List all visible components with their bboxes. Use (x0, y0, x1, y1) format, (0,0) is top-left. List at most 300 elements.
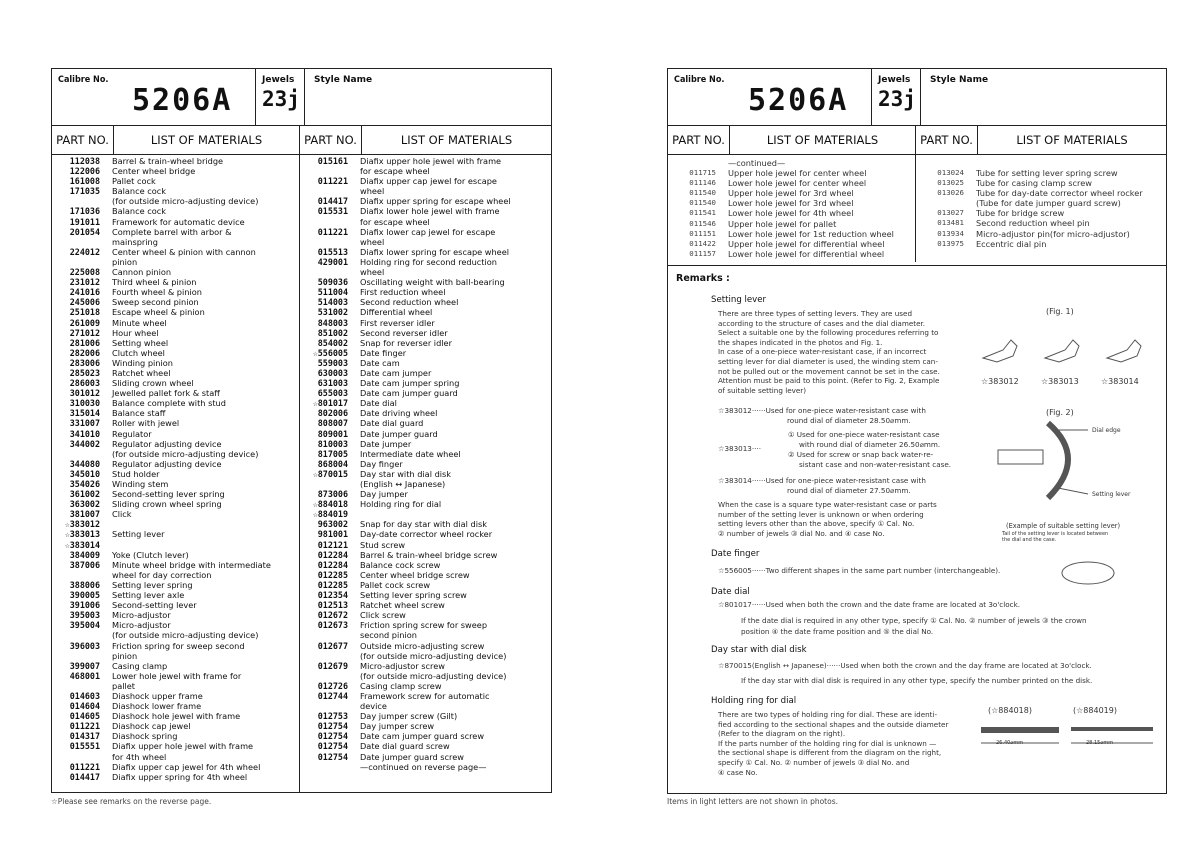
part-number: ☆884018 (312, 499, 348, 510)
part-number: 012754 (317, 751, 348, 762)
example-note: the dial and the case. (1002, 537, 1057, 543)
part-name: wheel (360, 236, 385, 247)
part-number: 014317 (69, 731, 100, 742)
part-row (52, 176, 299, 186)
part-name: Yoke (Clutch lever) (112, 549, 189, 560)
part-row (300, 681, 551, 691)
part-row (300, 378, 551, 388)
part-number: 873006 (317, 489, 348, 500)
remarks-title: Remarks : (676, 273, 730, 284)
part-name: Date jumper guard (360, 428, 438, 439)
part-row (52, 429, 299, 439)
part-name: Setting lever spring (112, 579, 193, 590)
part-row (300, 348, 551, 358)
part-number: 331007 (69, 418, 100, 429)
part-name: second pinion (360, 630, 417, 641)
part-number: 271012 (69, 327, 100, 338)
ring-section (981, 727, 1059, 733)
part-row (668, 219, 915, 229)
part-number: 012285 (317, 579, 348, 590)
part-name: (for outside micro-adjusting device) (360, 650, 507, 661)
style-name-label: Style Name (930, 75, 989, 85)
date-finger-shape (1062, 562, 1114, 584)
part-name: Micro-adjustor screw (360, 660, 445, 671)
part-number (52, 752, 106, 762)
part-number: 013026 (937, 188, 964, 198)
part-number (300, 166, 354, 176)
part-number: 848003 (317, 317, 348, 328)
part-name: Differential wheel (360, 307, 433, 318)
date-dial-text-3: position ④ the date frame position and ⑤ the dial No. (741, 627, 934, 636)
lever-383014-text-2: round dial of diameter 27.50⌀mm. (787, 486, 911, 495)
text-line: There are three types of setting levers. They are used (718, 309, 913, 318)
part-number: 011146 (689, 178, 716, 188)
part-name: Diafix upper spring for escape wheel (360, 196, 511, 207)
part-name: Diafix upper cap jewel for 4th wheel (112, 761, 261, 772)
part-name: Micro-adjustor (112, 620, 171, 631)
style-name-label: Style Name (314, 75, 373, 85)
part-number: 012726 (317, 680, 348, 691)
part-number: 387006 (69, 559, 100, 570)
part-row (52, 479, 299, 489)
part-row (300, 459, 551, 469)
right-page (667, 68, 1167, 794)
part-number: 011151 (689, 228, 716, 238)
jewels-label: Jewels (262, 75, 295, 85)
part-number (300, 762, 354, 772)
jewels-count: 23j (262, 87, 300, 111)
part-number: 301012 (69, 388, 100, 399)
part-row (668, 208, 915, 218)
part-name: Diashock spring (112, 731, 178, 742)
part-name: Regulator adjusting device (112, 438, 222, 449)
square-case-text (718, 500, 978, 538)
part-number: 012677 (317, 640, 348, 651)
part-row (52, 741, 299, 751)
part-row (300, 257, 551, 267)
ring-diameter: 26.40⌀mm (996, 740, 1024, 746)
ring-diameter: 28.15⌀mm (1086, 740, 1114, 746)
part-number: 509036 (317, 277, 348, 288)
part-number: 468001 (69, 670, 100, 681)
part-number (52, 630, 106, 640)
part-row (300, 247, 551, 257)
column-headers (52, 126, 551, 155)
part-name: Friction spring screw for sweep (360, 620, 488, 631)
part-number: 013027 (937, 208, 964, 218)
part-number: 241016 (69, 287, 100, 298)
part-row (52, 257, 299, 267)
part-row (52, 348, 299, 358)
holding-ring-text (718, 710, 978, 777)
part-number: 011221 (69, 761, 100, 772)
ring-section (1071, 727, 1153, 731)
col-part-no: PART NO. (300, 126, 362, 154)
left-footnote: ☆Please see remarks on the reverse page. (51, 797, 212, 806)
col-list: LIST OF MATERIALS (730, 126, 916, 154)
part-number: 810003 (317, 438, 348, 449)
part-number: 261009 (69, 317, 100, 328)
part-row (916, 239, 1166, 249)
part-number: 012284 (317, 559, 348, 570)
holding-ring-label: (☆884018) (988, 706, 1032, 715)
part-name: Upper hole jewel for 3rd wheel (728, 188, 854, 199)
lever-383014-text: ☆383014······Used for one-piece water-resistant case with (718, 476, 926, 485)
part-row (300, 499, 551, 509)
jewels-box (871, 69, 921, 125)
part-row (300, 196, 551, 206)
col-list: LIST OF MATERIALS (1016, 133, 1128, 147)
part-number: 981001 (317, 529, 348, 540)
part-row (52, 560, 299, 570)
part-row (52, 408, 299, 418)
part-row (52, 519, 299, 529)
part-number: 868004 (317, 458, 348, 469)
part-row (300, 408, 551, 418)
part-row (668, 229, 915, 239)
part-name: Sliding crown wheel (112, 378, 194, 389)
part-number: 011546 (689, 218, 716, 228)
part-name: Diafix lower cap jewel for escape (360, 226, 496, 237)
part-name: (English ↔ Japanese) (360, 479, 446, 489)
part-row (300, 721, 551, 731)
part-row (300, 641, 551, 651)
part-number: 011221 (317, 176, 348, 187)
part-row (300, 752, 551, 762)
part-number: 391006 (69, 600, 100, 611)
part-name: Center wheel bridge (112, 166, 196, 177)
part-row (52, 307, 299, 317)
parts-column-1 (52, 155, 300, 792)
part-row (300, 338, 551, 348)
part-row (52, 206, 299, 216)
text-line: If the parts number of the holding ring for dial is unknown — (718, 738, 937, 748)
part-row (300, 671, 551, 681)
text-line: the shapes indicated in the photos and Fig. 1. (718, 337, 883, 347)
part-name: Lower hole jewel for center wheel (728, 178, 867, 189)
part-row (52, 237, 299, 247)
text-line: not be pulled out or the movement cannot be set in the case. (718, 366, 940, 376)
part-name: Second reduction wheel pin (976, 218, 1090, 229)
parts-column-2 (300, 155, 551, 792)
part-number: 014417 (317, 196, 348, 207)
calibre-number: 5206A (132, 83, 233, 118)
part-row (52, 358, 299, 368)
part-row (52, 509, 299, 519)
part-number: 013481 (937, 218, 964, 228)
part-number: 381007 (69, 509, 100, 520)
part-name: Jewelled pallet fork & staff (112, 388, 220, 399)
part-row (300, 469, 551, 479)
part-name: Day finger (360, 458, 403, 469)
part-row (52, 398, 299, 408)
part-name: Click (112, 509, 132, 520)
part-row (52, 287, 299, 297)
part-name: Date finger (360, 347, 407, 358)
part-name: Escape wheel & pinion (112, 307, 205, 318)
part-name: (for outside micro-adjusting device) (112, 630, 259, 641)
part-number (668, 158, 722, 168)
part-row (52, 610, 299, 620)
part-number: 011157 (689, 248, 716, 258)
part-number: 013024 (937, 168, 964, 177)
example-note: Tail of the setting lever is located between (1002, 531, 1109, 537)
part-name: Setting lever spring screw (360, 590, 467, 601)
part-number: 015531 (317, 206, 348, 217)
date-finger-text: ☆556005······Two different shapes in the same part number (interchangeable). (718, 566, 1001, 575)
col-part-no: PART NO. (916, 126, 978, 154)
part-number: 283006 (69, 357, 100, 368)
part-row (52, 651, 299, 661)
part-name: Outside micro-adjusting screw (360, 640, 485, 651)
part-number: 012672 (317, 610, 348, 621)
example-caption: (Example of suitable setting lever) (1006, 522, 1121, 530)
lever-383013-label: ☆383013···· (718, 444, 762, 453)
text-line: the sectional shape is different from the diagram on the right, (718, 748, 942, 758)
part-number: 429001 (317, 256, 348, 267)
part-number: 808007 (317, 418, 348, 429)
part-name: (for outside micro-adjusting device) (112, 448, 259, 459)
fig1-label: ☆383012 (981, 377, 1019, 386)
jewels-label: Jewels (878, 75, 911, 85)
holding-ring-heading: Holding ring for dial (711, 696, 797, 706)
part-name: (Tube for date jumper guard screw) (976, 198, 1121, 209)
jewels-box (255, 69, 305, 125)
part-row (300, 529, 551, 539)
part-number: 012754 (317, 721, 348, 732)
part-name: Stud screw (360, 539, 406, 550)
part-number: 011540 (689, 198, 716, 208)
part-row (52, 388, 299, 398)
part-row (52, 641, 299, 651)
part-row (300, 439, 551, 449)
header (52, 69, 551, 126)
part-name: Click screw (360, 610, 406, 621)
jewels-count: 23j (878, 87, 916, 111)
part-number (300, 651, 354, 661)
part-name: pinion (112, 650, 138, 661)
part-row (300, 217, 551, 227)
part-row (300, 661, 551, 671)
part-row (52, 166, 299, 176)
part-name: Upper hole jewel for differential wheel (728, 238, 885, 249)
part-name: Upper hole jewel for center wheel (728, 168, 867, 179)
text-line: Attention must be paid to this point. (Refer to Fig. 2, Example (718, 376, 940, 386)
part-name: Day-date corrector wheel rocker (360, 529, 493, 540)
part-number: 363002 (69, 499, 100, 510)
part-row (52, 469, 299, 479)
part-row (300, 206, 551, 216)
part-number: 286003 (69, 378, 100, 389)
part-name: Complete barrel with arbor & (112, 226, 232, 237)
part-name: Lower hole jewel with frame for (112, 670, 242, 681)
part-number: 013025 (937, 178, 964, 188)
part-name: First reduction wheel (360, 287, 446, 298)
part-name: Lower hole jewel for 3rd wheel (728, 198, 854, 209)
part-name: Date jumper guard screw (360, 751, 464, 762)
part-row (300, 449, 551, 459)
part-number: 395004 (69, 620, 100, 631)
part-row (300, 297, 551, 307)
part-name: Date cam jumper spring (360, 378, 460, 389)
part-name: wheel (360, 267, 385, 278)
date-dial-text-2: If the date dial is required in any other type, specify ① Cal. No. ② number of jewels ③ the crown (741, 616, 1087, 625)
part-number: 012754 (317, 741, 348, 752)
part-name: Casing clamp screw (360, 680, 442, 691)
part-name: Second reduction wheel (360, 297, 459, 308)
part-row (52, 156, 299, 166)
part-name: Barrel & train-wheel bridge screw (360, 549, 498, 560)
part-row (52, 196, 299, 206)
part-name: Center wheel & pinion with cannon (112, 246, 256, 257)
part-number: 012744 (317, 690, 348, 701)
part-row (300, 762, 551, 772)
part-number: 013934 (937, 228, 964, 238)
text-line: (Refer to the diagram on the right). (718, 729, 846, 739)
part-row (52, 711, 299, 721)
part-row (52, 691, 299, 701)
part-name: Diafix lower hole jewel with frame (360, 206, 500, 217)
part-row (300, 328, 551, 338)
part-name: for escape wheel (360, 166, 430, 177)
part-name: Diashock upper frame (112, 690, 203, 701)
part-name: Roller with jewel (112, 418, 180, 429)
part-number: 224012 (69, 246, 100, 257)
part-row (300, 418, 551, 428)
part-name: for escape wheel (360, 216, 430, 227)
part-row (52, 630, 299, 640)
part-name: Diafix upper hole jewel with frame (112, 741, 254, 752)
part-row (668, 168, 915, 178)
part-number (300, 671, 354, 681)
part-row (52, 600, 299, 610)
part-number: 315014 (69, 408, 100, 419)
part-name: wheel for day correction (112, 569, 212, 580)
part-row (52, 772, 299, 782)
part-name: Ratchet wheel (112, 367, 171, 378)
part-row (52, 529, 299, 539)
part-name: Micro-adjustor pin(for micro-adjustor) (976, 228, 1130, 239)
part-row (300, 267, 551, 277)
text-line: specify ① Cal. No. ② number of jewels ③ dial No. and (718, 757, 910, 767)
part-number: 817005 (317, 448, 348, 459)
part-number: 630003 (317, 367, 348, 378)
part-number: 396003 (69, 640, 100, 651)
setting-lever-photos (973, 330, 1163, 370)
part-row (52, 449, 299, 459)
part-name: Date dial guard screw (360, 741, 450, 752)
part-number: 511004 (317, 287, 348, 298)
part-name: Framework for automatic device (112, 216, 245, 227)
part-row (916, 178, 1166, 188)
part-row (300, 307, 551, 317)
part-name: Date jumper (360, 438, 412, 449)
part-row (300, 550, 551, 560)
part-name: Barrel & train-wheel bridge (112, 156, 224, 166)
part-number: 191011 (69, 216, 100, 227)
part-row (52, 570, 299, 580)
part-number: ☆383014 (64, 539, 100, 550)
part-name: for 4th wheel (112, 751, 167, 762)
part-name: Intermediate date wheel (360, 448, 461, 459)
left-page (51, 68, 552, 793)
part-number: 225008 (69, 267, 100, 278)
part-row (300, 560, 551, 570)
part-number (52, 196, 106, 206)
part-row (300, 287, 551, 297)
part-row (52, 297, 299, 307)
part-number (52, 651, 106, 661)
part-name: Date dial (360, 398, 397, 409)
part-name (354, 509, 551, 519)
part-number (300, 267, 354, 277)
lever-383013-use1: ① Used for one-piece water-resistant case (788, 430, 940, 439)
fig2-caption: (Fig. 2) (1046, 408, 1074, 417)
part-row (52, 681, 299, 691)
part-row (916, 208, 1166, 218)
part-row (52, 418, 299, 428)
part-row (300, 580, 551, 590)
col-part-no: PART NO. (52, 126, 114, 154)
setting-lever-heading: Setting lever (711, 295, 767, 305)
part-name: wheel (360, 186, 385, 197)
part-number: 122006 (69, 166, 100, 177)
part-number (52, 449, 106, 459)
part-name: Diashock lower frame (112, 701, 202, 712)
remarks-section (668, 265, 1166, 793)
part-row (300, 388, 551, 398)
part-number: 354026 (69, 479, 100, 489)
day-star-text: ☆870015(English ↔ Japanese)······Used when both the crown and the day frame are located at 3o'clock. (718, 661, 1092, 670)
part-number: 344002 (69, 438, 100, 449)
part-number: ☆556005 (312, 347, 348, 358)
part-name: Sliding crown wheel spring (112, 499, 222, 510)
part-number: 011541 (689, 208, 716, 218)
part-row (52, 721, 299, 731)
part-name: Diashock hole jewel with frame (112, 711, 241, 722)
part-row (52, 731, 299, 741)
lever-383012-text: ☆383012······Used for one-piece water-resistant case with (718, 406, 926, 415)
part-row (52, 590, 299, 600)
part-row (52, 661, 299, 671)
part-name: Lower hole jewel for 4th wheel (728, 208, 854, 219)
part-name: Balance staff (112, 408, 166, 419)
text-line: setting lever for dial diameter is used, the winding stem can- (718, 356, 938, 366)
part-row (52, 318, 299, 328)
part-name: Balance cock (112, 186, 167, 197)
part-name: Second-setting lever spring (112, 489, 225, 500)
part-row (300, 318, 551, 328)
part-name: Winding pinion (112, 357, 173, 368)
part-row (52, 368, 299, 378)
text-line: ② number of jewels ③ dial No. and ④ case No. (718, 528, 885, 538)
date-finger-heading: Date finger (711, 549, 760, 559)
part-row (52, 328, 299, 338)
part-number: 281006 (69, 337, 100, 348)
part-name: Lower hole jewel for differential wheel (728, 248, 885, 259)
part-name: Sweep second pinion (112, 297, 199, 308)
part-name: Holding ring for second reduction (360, 256, 497, 267)
part-row (916, 229, 1166, 239)
text-line: In case of a one-piece water-resistant case, if an incorrect (718, 347, 927, 357)
part-name: Holding ring for dial (360, 499, 442, 510)
part-number: 285023 (69, 367, 100, 378)
part-number: 388006 (69, 579, 100, 590)
part-number: 251018 (69, 307, 100, 318)
part-number: 514003 (317, 297, 348, 308)
dial-edge-shape (1048, 423, 1068, 498)
fig2-diagram (988, 418, 1108, 503)
